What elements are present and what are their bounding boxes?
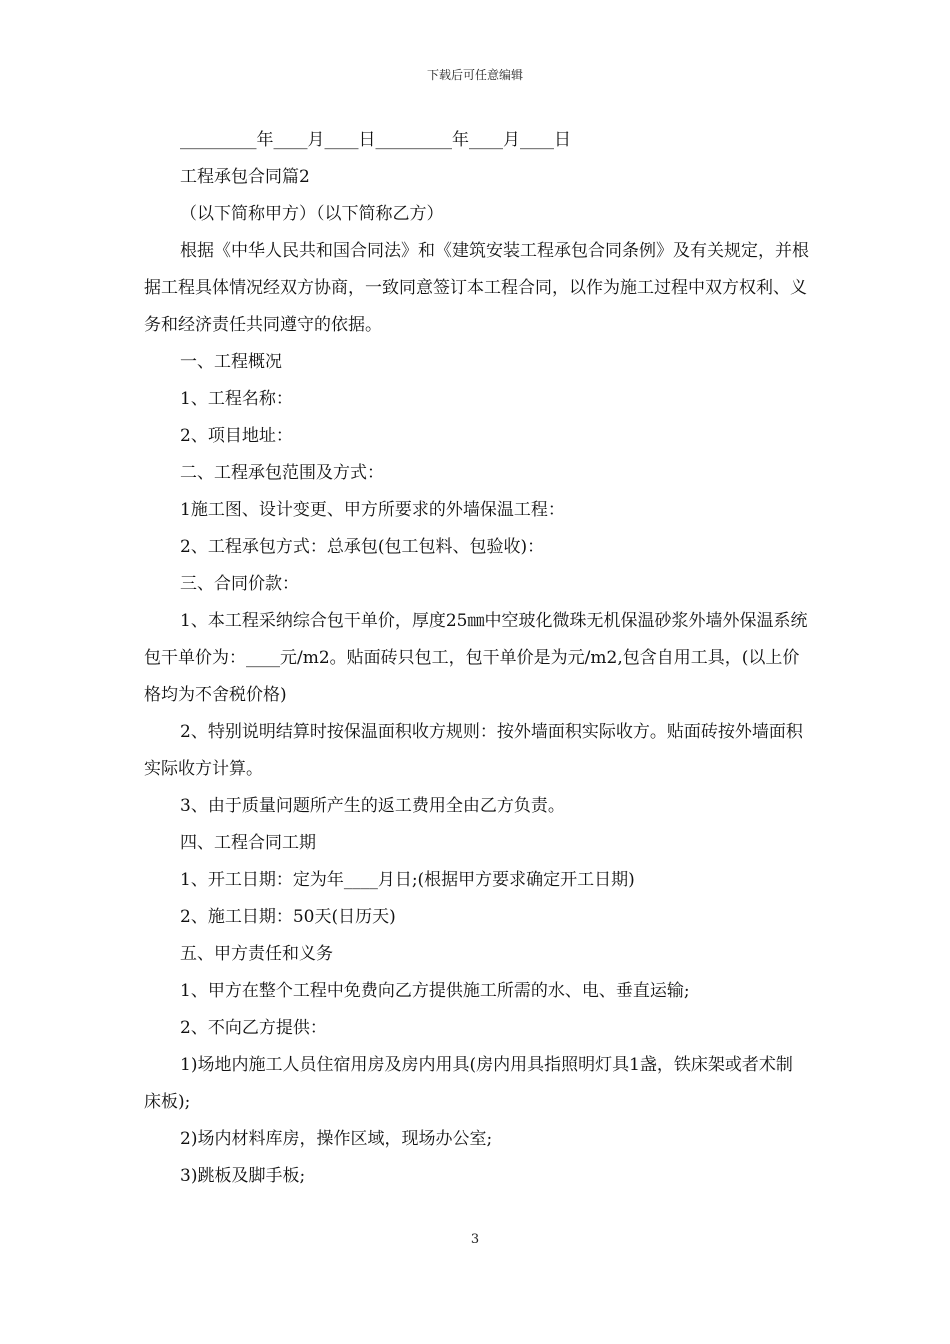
date-line: _________年____月____日_________年____月____日 xyxy=(180,130,571,150)
paragraph-basis: 根据《中华人民共和国合同法》和《建筑安装工程承包合同条例》及有关规定，并根据工程具体情况经双方协商，一致同意签订本工程合同，以作为施工过程中双方权利、义务和经济责任共同遵守的依据。 xyxy=(144,241,809,335)
paragraph-unit-price: 1、本工程采纳综合包干单价，厚度25㎜中空玻化微珠无机保温砂浆外墙外保温系统包干单价为：____元/m2。贴面砖只包工，包干单价是为元/m2,包含自用工具，(以上价格均为不舍税价格) xyxy=(144,611,808,705)
paragraph-rework: 3、由于质量问题所产生的返工费用全由乙方负责。 xyxy=(180,796,565,816)
heading-scope: 二、工程承包范围及方式： xyxy=(180,463,384,483)
page-number: 3 xyxy=(470,1232,480,1247)
subitem-scaffolding: 3)跳板及脚手板; xyxy=(180,1166,306,1186)
party-line: （以下简称甲方）（以下简称乙方） xyxy=(180,204,444,224)
item-not-provided: 2、不向乙方提供： xyxy=(180,1018,327,1038)
subitem-housing: 1)场地内施工人员住宿用房及房内用具(房内用具指照明灯具1盏，铁床架或者术制床板); xyxy=(144,1055,793,1112)
heading-party-a-duties: 五、甲方责任和义务 xyxy=(180,944,333,964)
document-body xyxy=(144,122,809,1195)
item-duration: 2、施工日期：50天(日历天) xyxy=(180,907,396,927)
section-title: 工程承包合同篇2 xyxy=(180,167,310,187)
item-method: 2、工程承包方式：总承包(包工包料、包验收)： xyxy=(180,537,545,557)
item-scope: 1施工图、设计变更、甲方所要求的外墙保温工程： xyxy=(180,500,565,520)
header-note: 下载后可任意编辑 xyxy=(426,68,523,82)
heading-price: 三、合同价款： xyxy=(180,574,299,594)
subitem-storage: 2)场内材料库房，操作区域，现场办公室; xyxy=(180,1129,493,1149)
heading-schedule: 四、工程合同工期 xyxy=(180,833,316,853)
item-project-name: 1、工程名称： xyxy=(180,389,293,409)
heading-overview: 一、工程概况 xyxy=(180,352,282,372)
item-start-date: 1、开工日期：定为年____月日;(根据甲方要求确定开工日期) xyxy=(180,870,635,890)
paragraph-settlement: 2、特别说明结算时按保温面积收方规则：按外墙面积实际收方。贴面砖按外墙面积实际收方计算。 xyxy=(144,722,803,779)
item-utilities: 1、甲方在整个工程中免费向乙方提供施工所需的水、电、垂直运输; xyxy=(180,981,690,1001)
item-project-address: 2、项目地址： xyxy=(180,426,293,446)
